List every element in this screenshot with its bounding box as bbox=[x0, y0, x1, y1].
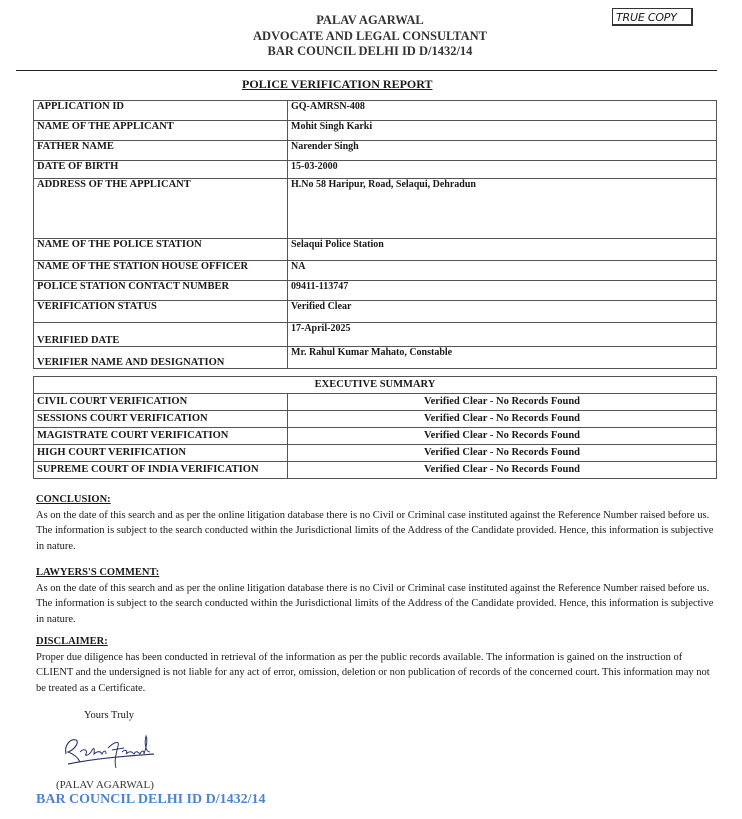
detail-label: APPLICATION ID bbox=[34, 101, 288, 121]
detail-value: 17-April-2025 bbox=[288, 323, 717, 347]
summary-header-row bbox=[34, 377, 717, 394]
detail-label: VERIFIER NAME AND DESIGNATION bbox=[34, 347, 288, 369]
applicant-details-table bbox=[33, 100, 717, 369]
table-row bbox=[34, 323, 717, 347]
summary-label: CIVIL COURT VERIFICATION bbox=[34, 394, 288, 411]
table-row bbox=[34, 281, 717, 301]
table-row bbox=[34, 428, 717, 445]
advocate-name: PALAV AGARWAL bbox=[316, 13, 424, 27]
summary-value: Verified Clear - No Records Found bbox=[288, 394, 717, 411]
lawyers-comment-heading: LAWYERS'S COMMENT: bbox=[36, 567, 160, 578]
table-row bbox=[34, 239, 717, 261]
true-copy-stamp: TRUE COPY bbox=[612, 8, 693, 26]
disclaimer-section bbox=[36, 634, 721, 696]
signature-icon bbox=[58, 728, 168, 776]
advocate-title: ADVOCATE AND LEGAL CONSULTANT bbox=[253, 28, 487, 43]
detail-label: VERIFICATION STATUS bbox=[34, 301, 288, 323]
table-row bbox=[34, 141, 717, 161]
summary-value: Verified Clear - No Records Found bbox=[288, 411, 717, 428]
detail-value: Narender Singh bbox=[288, 141, 717, 161]
table-row bbox=[34, 411, 717, 428]
detail-value: GQ-AMRSN-408 bbox=[288, 101, 717, 121]
executive-summary-table bbox=[33, 376, 717, 479]
advocate-bar-id: BAR COUNCIL DELHI ID D/1432/14 bbox=[267, 44, 473, 58]
lawyers-comment-section bbox=[36, 565, 721, 627]
conclusion-heading: CONCLUSION: bbox=[36, 494, 111, 505]
detail-label: POLICE STATION CONTACT NUMBER bbox=[34, 281, 288, 301]
table-row bbox=[34, 101, 717, 121]
detail-value: Selaqui Police Station bbox=[288, 239, 717, 261]
detail-label: NAME OF THE STATION HOUSE OFFICER bbox=[34, 261, 288, 281]
detail-label: NAME OF THE POLICE STATION bbox=[34, 239, 288, 261]
detail-label: VERIFIED DATE bbox=[34, 323, 288, 347]
summary-label: HIGH COURT VERIFICATION bbox=[34, 445, 288, 462]
table-row bbox=[34, 179, 717, 239]
summary-value: Verified Clear - No Records Found bbox=[288, 445, 717, 462]
letterhead bbox=[180, 13, 560, 60]
table-row bbox=[34, 261, 717, 281]
table-row bbox=[34, 445, 717, 462]
table-row bbox=[34, 121, 717, 141]
report-title: POLICE VERIFICATION REPORT bbox=[242, 77, 433, 91]
signatory-name: (PALAV AGARWAL) bbox=[56, 779, 154, 791]
detail-value: NA bbox=[288, 261, 717, 281]
detail-value: 09411-113747 bbox=[288, 281, 717, 301]
summary-heading: EXECUTIVE SUMMARY bbox=[34, 377, 717, 394]
detail-value: H.No 58 Haripur, Road, Selaqui, Dehradun bbox=[288, 179, 717, 239]
summary-label: SUPREME COURT OF INDIA VERIFICATION bbox=[34, 462, 288, 479]
header-divider bbox=[16, 70, 717, 71]
summary-value: Verified Clear - No Records Found bbox=[288, 428, 717, 445]
detail-value: Mr. Rahul Kumar Mahato, Constable bbox=[288, 347, 717, 369]
summary-label: MAGISTRATE COURT VERIFICATION bbox=[34, 428, 288, 445]
summary-value: Verified Clear - No Records Found bbox=[288, 462, 717, 479]
detail-label: DATE OF BIRTH bbox=[34, 161, 288, 179]
conclusion-section bbox=[36, 492, 721, 554]
signatory-bar-id: BAR COUNCIL DELHI ID D/1432/14 bbox=[36, 792, 266, 807]
detail-label: ADDRESS OF THE APPLICANT bbox=[34, 179, 288, 239]
table-row bbox=[34, 347, 717, 369]
table-row bbox=[34, 161, 717, 179]
disclaimer-text: Proper due diligence has been conducted in retrieval of the information as per the public records available. The information is gained on the instruction of CLIENT and the undersigned is not liable for any act of error, omission, deletion or non publication of records of the concerned court. This information may not be treated as a Certificate. bbox=[36, 651, 710, 694]
conclusion-text: As on the date of this search and as per the online litigation database there is no Civil or Criminal case instituted against the Reference Number raised before us. The information is subject to the search conducted within the Jurisdictional limits of the Address of the Candidate provided. Hence, this information is subjective in nature. bbox=[36, 509, 714, 552]
table-row bbox=[34, 462, 717, 479]
disclaimer-heading: DISCLAIMER: bbox=[36, 636, 108, 647]
table-row bbox=[34, 301, 717, 323]
detail-value: 15-03-2000 bbox=[288, 161, 717, 179]
table-row bbox=[34, 394, 717, 411]
detail-label: FATHER NAME bbox=[34, 141, 288, 161]
detail-value: Mohit Singh Karki bbox=[288, 121, 717, 141]
lawyers-comment-text: As on the date of this search and as per the online litigation database there is no Civil or Criminal case instituted against the Reference Number raised before us. The information is subject to the search conducted within the Jurisdictional limits of the Address of the Candidate provided. Hence, this information is subjective in nature. bbox=[36, 582, 714, 625]
detail-value: Verified Clear bbox=[288, 301, 717, 323]
summary-label: SESSIONS COURT VERIFICATION bbox=[34, 411, 288, 428]
detail-label: NAME OF THE APPLICANT bbox=[34, 121, 288, 141]
closing-salutation: Yours Truly bbox=[84, 710, 135, 721]
